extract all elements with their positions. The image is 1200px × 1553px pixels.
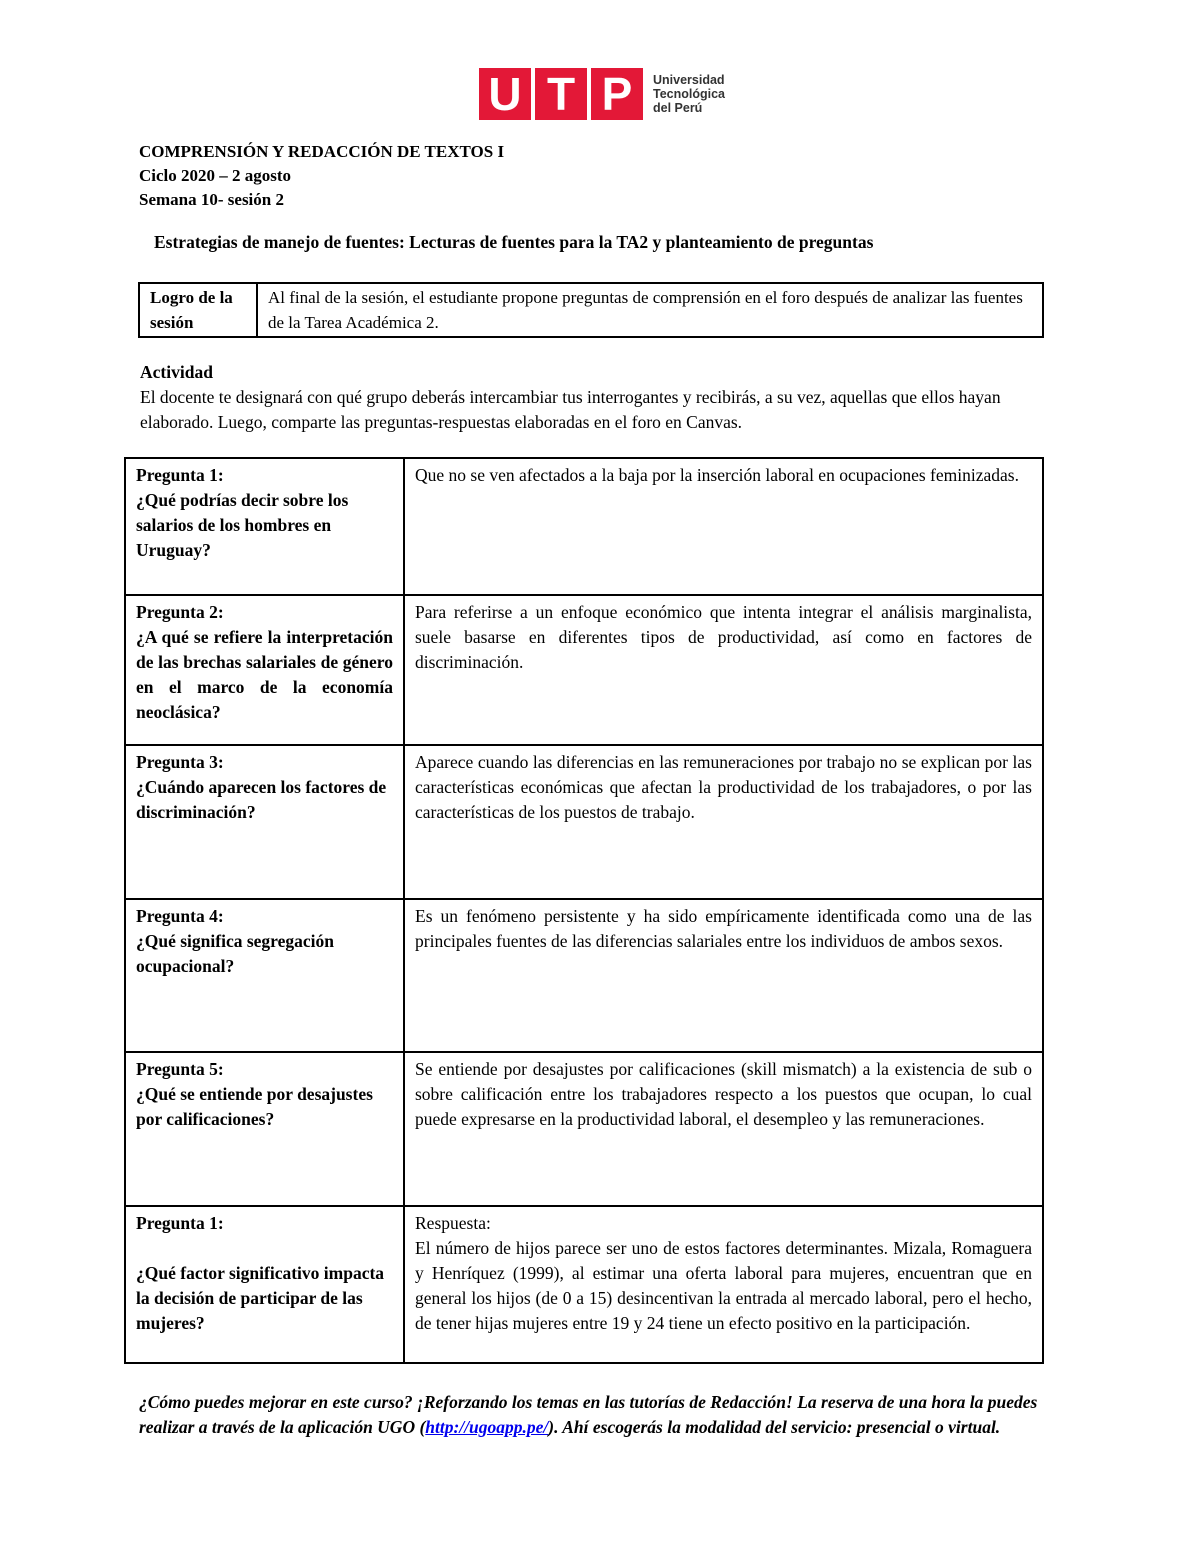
questions-table: [124, 457, 1044, 1364]
answer-cell[interactable]: [404, 1206, 1043, 1363]
question-cell: [125, 745, 404, 899]
question-cell: [125, 1052, 404, 1206]
logo-letter-t: T: [531, 68, 587, 120]
footer-text-before: ¿Cómo puedes mejorar en este curso? ¡Reforzando los temas en las tutorías de Redacción! La reserva de una hora la puedes realizar a través de la aplicación UGO (: [139, 1392, 1038, 1437]
question-label: Pregunta 1:: [136, 465, 224, 485]
university-name: [653, 73, 725, 115]
course-week: Semana 10- sesión 2: [139, 190, 284, 209]
utp-logo-mark: [479, 68, 643, 120]
table-row: [125, 458, 1043, 595]
question-label: Pregunta 4:: [136, 906, 224, 926]
ugo-link[interactable]: http://ugoapp.pe/: [425, 1417, 549, 1437]
logro-text: Al final de la sesión, el estudiante propone preguntas de comprensión en el foro después de analizar las fuentes de la Tarea Académica 2.: [257, 283, 1043, 337]
question-text: ¿Qué podrías decir sobre los salarios de los hombres en Uruguay?: [136, 490, 349, 560]
question-cell: [125, 595, 404, 745]
answer-text[interactable]: El número de hijos parece ser uno de estos factores determinantes. Mizala, Romaguera y Henríquez (1999), al estimar una oferta laboral para mujeres, encuentran que en general los hijos (de 0 a 15) desincentivan la entrada al mercado laboral, pero el hecho, de tener hijas mujeres entre 19 y 24 tiene un efecto positivo en la participación.: [415, 1238, 1032, 1333]
activity-text: El docente te designará con qué grupo deberás intercambiar tus interrogantes y recibirás, a su vez, aquellas que ellos hayan elaborado. Luego, comparte las preguntas-respuestas elaboradas en el foro en Canvas.: [140, 387, 1001, 432]
table-row: [125, 745, 1043, 899]
question-cell: [125, 458, 404, 595]
logro-label: Logro de la sesión: [139, 283, 257, 337]
course-cycle: Ciclo 2020 – 2 agosto: [139, 166, 292, 185]
table-row: [125, 595, 1043, 745]
session-title: Estrategias de manejo de fuentes: Lecturas de fuentes para la TA2 y planteamiento de preguntas: [154, 232, 874, 252]
university-name-line: Universidad: [653, 73, 725, 87]
answer-text[interactable]: Que no se ven afectados a la baja por la inserción laboral en ocupaciones feminizadas.: [404, 458, 1043, 595]
document-header: [139, 140, 504, 212]
activity-heading: Actividad: [140, 362, 213, 382]
question-text: ¿A qué se refiere la interpretación de las brechas salariales de género en el marco de la economía neoclásica?: [136, 627, 393, 722]
table-row: [125, 1052, 1043, 1206]
question-text: ¿Cuándo aparecen los factores de discriminación?: [136, 777, 387, 822]
question-label: Pregunta 1:: [136, 1213, 224, 1233]
footer-text-after: ). Ahí escogerás la modalidad del servicio: presencial o virtual.: [548, 1417, 1001, 1437]
question-label: Pregunta 3:: [136, 752, 224, 772]
university-name-line: Tecnológica: [653, 87, 726, 101]
logro-table: [138, 282, 1044, 338]
logo-letter-u: U: [488, 68, 522, 120]
question-text: ¿Qué se entiende por desajustes por calificaciones?: [136, 1084, 373, 1129]
question-text: ¿Qué factor significativo impacta la decisión de participar de las mujeres?: [136, 1263, 385, 1333]
question-cell: [125, 899, 404, 1052]
university-name-line: del Perú: [653, 101, 703, 115]
table-row: [125, 899, 1043, 1052]
question-text: ¿Qué significa segregación ocupacional?: [136, 931, 334, 976]
utp-logo: [479, 68, 725, 120]
answer-text[interactable]: Para referirse a un enfoque económico que intenta integrar el análisis marginalista, suele basarse en diferentes tipos de productividad, así como en factores de discriminación.: [404, 595, 1043, 745]
table-row: [125, 1206, 1043, 1363]
answer-label: Respuesta:: [415, 1213, 491, 1233]
course-title: COMPRENSIÓN Y REDACCIÓN DE TEXTOS I: [139, 142, 505, 161]
question-cell: [125, 1206, 404, 1363]
question-label: Pregunta 2:: [136, 602, 224, 622]
answer-text[interactable]: Se entiende por desajustes por calificaciones (skill mismatch) a la existencia de sub o sobre calificación entre los trabajadores respecto a los puestos que ocupan, lo cual puede expresarse en la productividad laboral, el desempleo y las remuneraciones.: [404, 1052, 1043, 1206]
footer-note: [139, 1390, 1049, 1440]
answer-text[interactable]: Aparece cuando las diferencias en las remuneraciones por trabajo no se explican por las características económicas que afectan la productividad de los trabajadores, o por las características de los puestos de trabajo.: [404, 745, 1043, 899]
activity-section: [140, 360, 1060, 435]
answer-text[interactable]: Es un fenómeno persistente y ha sido empíricamente identificada como una de las principales fuentes de las diferencias salariales entre los individuos de ambos sexos.: [404, 899, 1043, 1052]
question-label: Pregunta 5:: [136, 1059, 224, 1079]
logo-letter-p: P: [587, 68, 643, 120]
